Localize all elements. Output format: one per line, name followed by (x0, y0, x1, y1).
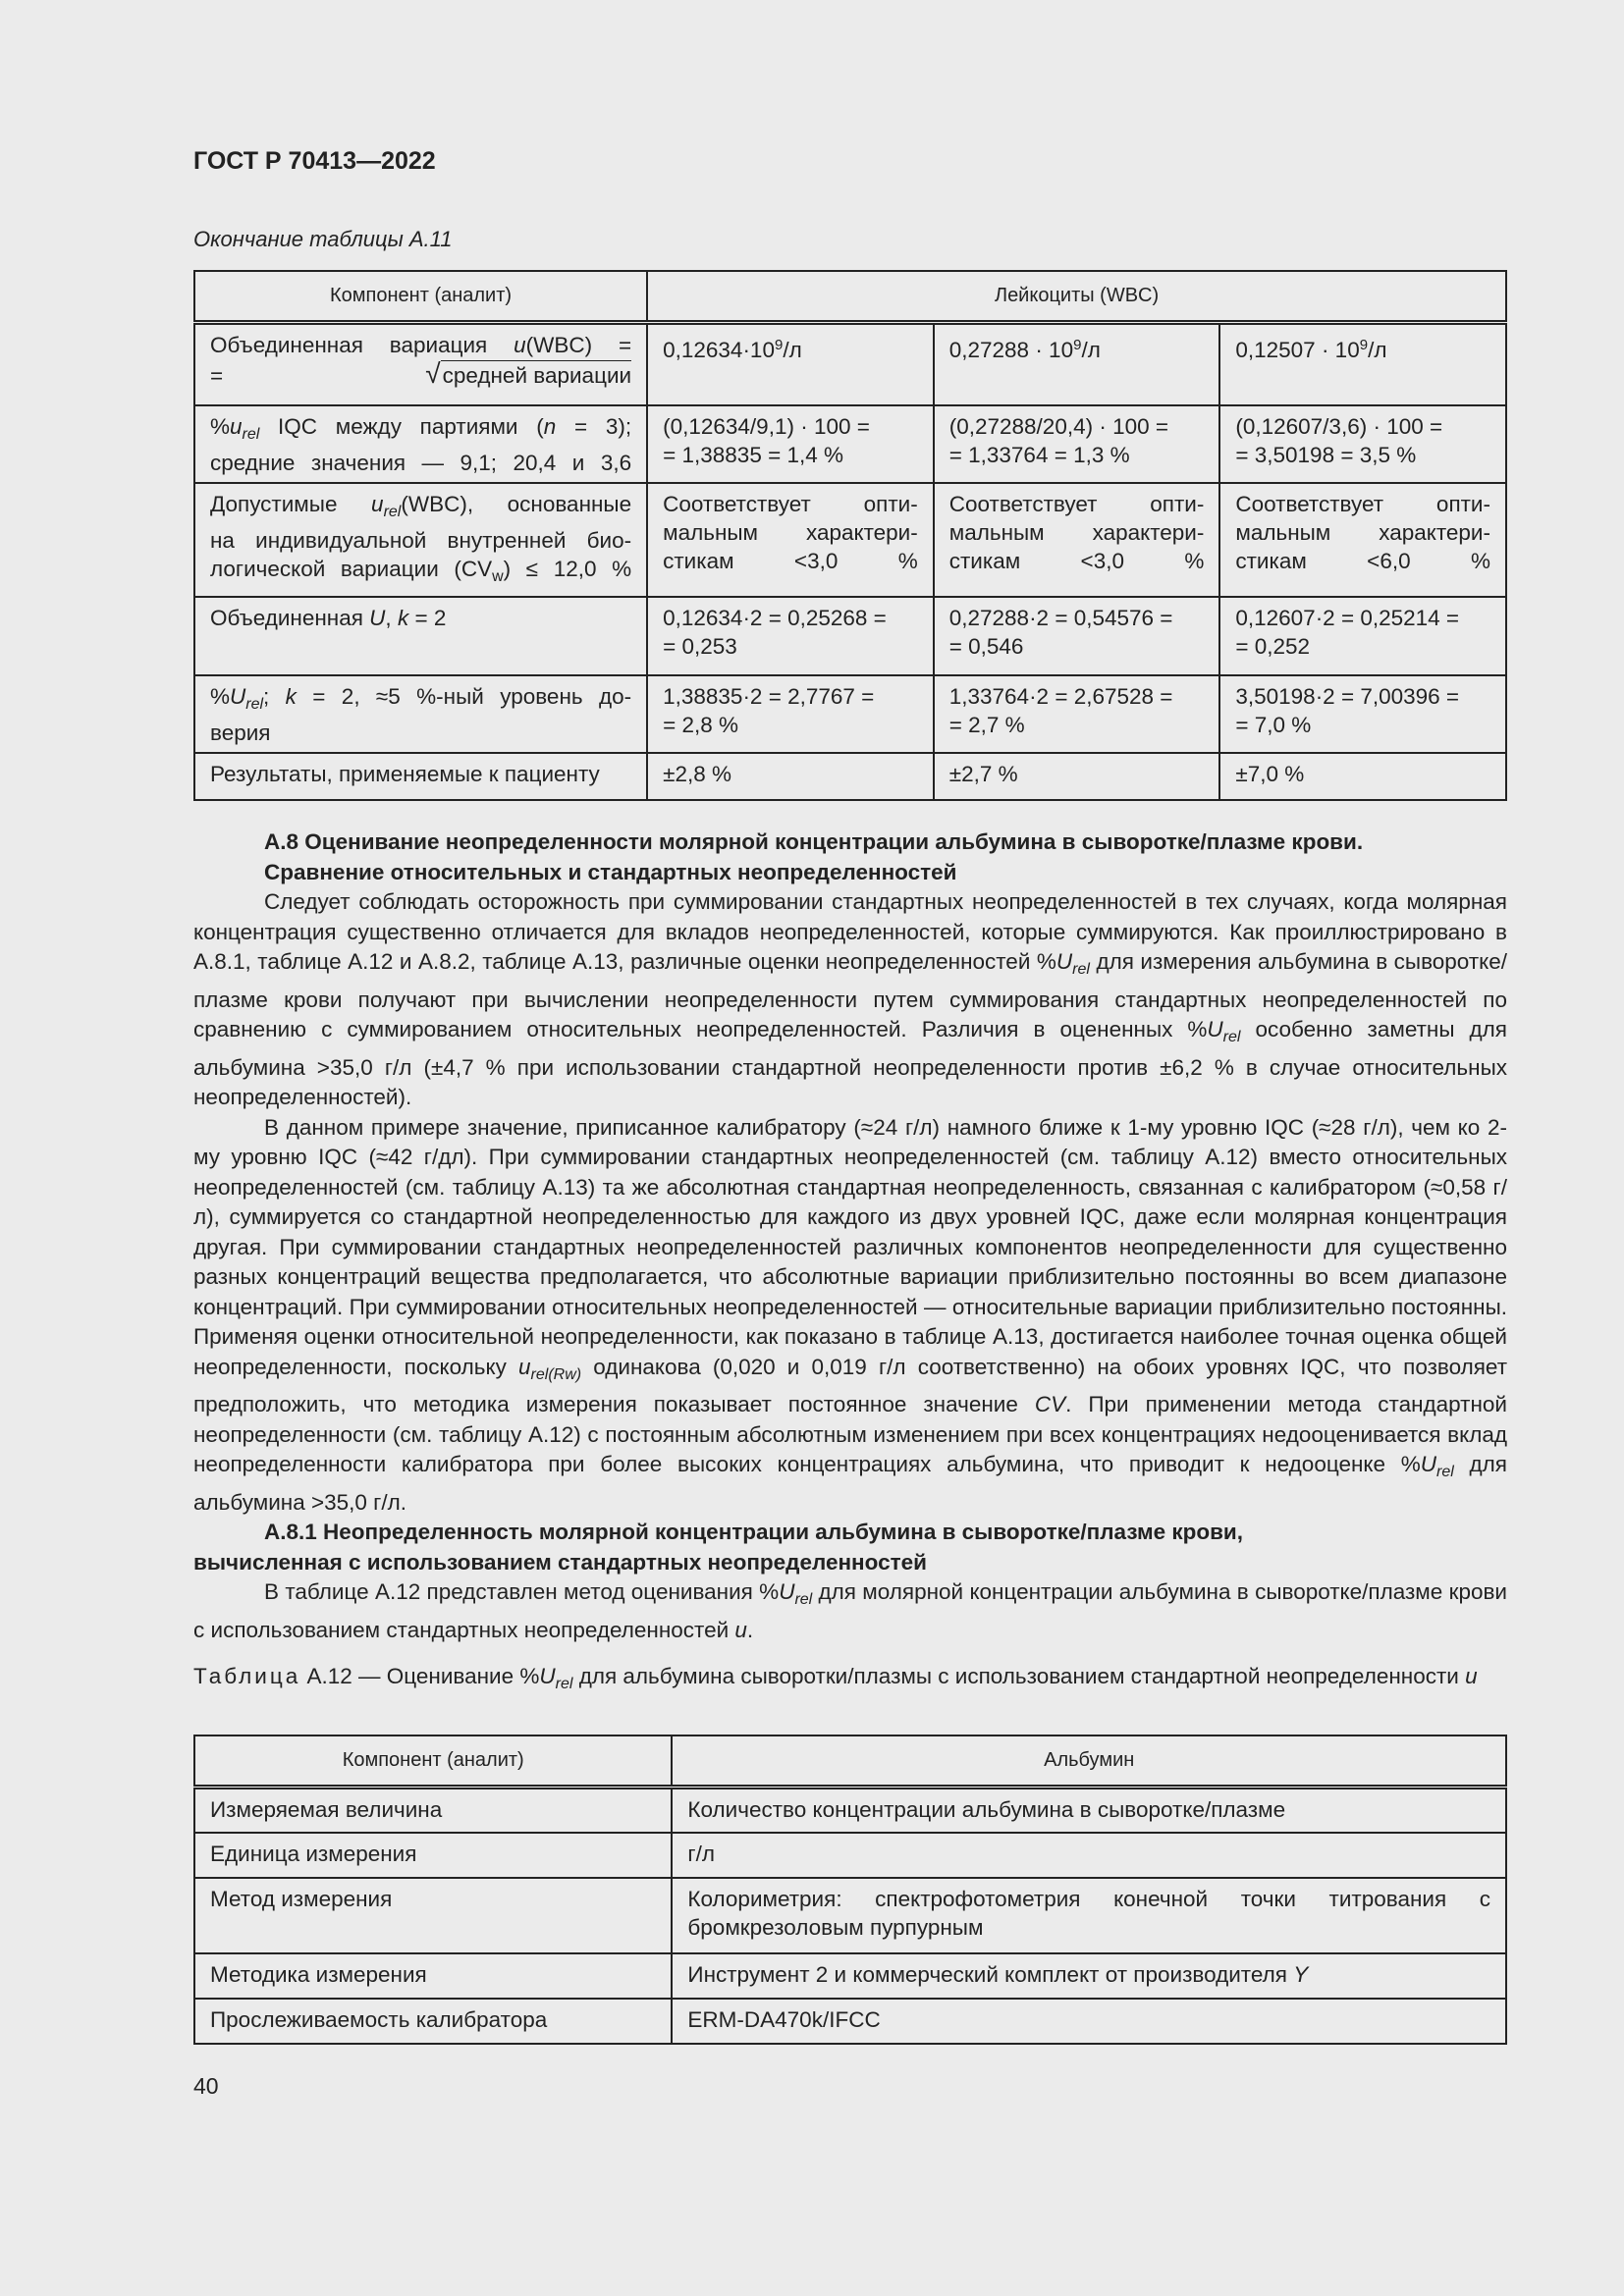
table-a11-caption: Окончание таблицы А.11 (193, 227, 453, 251)
table-cell: Количество концентрации альбумина в сыворотке/плазме (672, 1788, 1506, 1833)
table-cell: Инструмент 2 и коммерческий комплект от производителя Y (672, 1953, 1506, 1999)
table-cell: ERM-DA470k/IFCC (672, 1999, 1506, 2044)
table-row (194, 483, 1506, 597)
table-cell: Методика измерения (194, 1953, 672, 1999)
table-cell: г/л (672, 1833, 1506, 1878)
table-cell: $0,12634\cdot 10^9/л$ (647, 323, 934, 405)
table-a12-caption: Таблица А.12 — Оценивание $\%U_{rel}$ для альбумина сыворотки/плазмы с использованием стандартной неопределенности u (193, 1664, 1478, 1692)
table-cell: ±7,0 % (1219, 753, 1506, 800)
section-a8 (193, 828, 1507, 1645)
table-cell: $0,27288 \cdot 10^9/л$ (934, 323, 1220, 405)
row-label-urel-k2: $\%U_{rel}$; k = 2, ≈5 %-ный уровень до- верия (194, 675, 647, 753)
table-cell: (0,12607/3,6) · 100 = = 3,50198 = 3,5 % (1219, 405, 1506, 483)
document-header: ГОСТ Р 70413—2022 (193, 147, 436, 175)
table-cell: Колориметрия: спектрофотометрия конечной точки титрования с бромкрезоловым пурпурным (672, 1878, 1506, 1953)
section-heading: вычисленная с использованием стандартных неопределенностей (193, 1549, 927, 1575)
table-cell: 0,27288·2 = 0,54576 = = 0,546 (934, 597, 1220, 675)
table-row (194, 597, 1506, 675)
table-cell: Соответствует опти- мальным характери- стикам <3,0 % (647, 483, 934, 597)
table-header-component: Компонент (аналит) (194, 271, 647, 323)
section-heading: А.8.1 Неопределенность молярной концентрации альбумина в сыворотке/плазме крови, (264, 1520, 1244, 1544)
table-header-wbc: Лейкоциты (WBC) (647, 271, 1506, 323)
paragraph: В данном примере значение, приписанное калибратору (≈24 г/л) намного ближе к 1-му уровню IQC (≈28 г/л), чем ко 2-му уровню IQC (≈42 г/дл). При суммировании стандартных неопределенностей (см. таблицу А.12) вместо относительных неопределенностей (см. таблицу А.13) та же абсолютная стандартная неопределенность, связанная с калибратором (≈0,58 г/л), суммируется со стандартной неопределенностью для каждого из двух уровней IQC, даже если молярная концентрация другая. При суммировании стандартных неопределенностей различных компонентов неопределенности для существенно разных концентраций вещества предполагается, что абсолютные вариации приблизительно постоянны во всем диапазоне концентраций. При суммировании относительных неопределенностей — относительные вариации приблизительно постоянны. Применяя оценки относительной неопределенности, как показано в таблице А.13, достигается наиболее точная оценка общей неопределенности, поскольку $u_{rel(Rw)}$ одинакова (0,020 и 0,019 г/л соответственно) на обоих уровнях IQC, что позволяет предположить, что методика измерения показывает постоянное значение CV. При применении метода стандартной неопределенности (см. таблицу А.12) с постоянным абсолютным изменением при всех концентрациях недооценивается вклад неопределенности калибратора при более высоких концентрациях альбумина, что приводит к недооценке $\%U_{rel}$ для альбумина >35,0 г/л. (193, 1114, 1507, 1515)
paragraph: Следует соблюдать осторожность при суммировании стандартных неопределенностей в тех случаях, когда молярная концентрация существенно отличается для вкладов неопределенностей, которые суммируются. Как проиллюстрировано в А.8.1, таблице А.12 и А.8.2, таблице А.13, различные оценки неопределенностей $\%U_{rel}$ для измерения альбумина в сыворотке/плазме крови получают при вычислении неопределенности путем суммирования стандартных неопределенностей по сравнению с суммированием относительных неопределенностей. Различия в оцененных $\%U_{rel}$ особенно заметны для альбумина >35,0 г/л (±4,7 % при использовании стандартной неопределенности против ±6,2 % в случае относительных неопределенностей). (193, 889, 1507, 1109)
paragraph: В таблице А.12 представлен метод оценивания $\%U_{rel}$ для молярной концентрации альбумина в сыворотке/плазме крови с использованием стандартных неопределенностей u. (193, 1579, 1507, 1642)
table-cell: 0,12607·2 = 0,25214 = = 0,252 (1219, 597, 1506, 675)
table-cell: Соответствует опти- мальным характери- стикам <6,0 % (1219, 483, 1506, 597)
table-cell: Измеряемая величина (194, 1788, 672, 1833)
table-row (194, 1788, 1506, 1833)
page-number: 40 (193, 2073, 219, 2099)
table-cell: Единица измерения (194, 1833, 672, 1878)
table-row (194, 753, 1506, 800)
table-cell: 1,33764·2 = 2,67528 = = 2,7 % (934, 675, 1220, 753)
table-row (194, 1833, 1506, 1878)
section-heading: Сравнение относительных и стандартных неопределенностей (264, 859, 957, 884)
table-cell: Метод измерения (194, 1878, 672, 1953)
table-cell: 0,12634·2 = 0,25268 = = 0,253 (647, 597, 934, 675)
table-row (194, 1878, 1506, 1953)
table-cell: ±2,7 % (934, 753, 1220, 800)
row-label-allowable-urel: Допустимые $u_{rel}(WBC)$, основанные на индивидуальной внутренней био- логической вариации $(CV_w) \le 12,0$ % (194, 483, 647, 597)
table-cell: (0,27288/20,4) · 100 = = 1,33764 = 1,3 % (934, 405, 1220, 483)
table-row (194, 405, 1506, 483)
section-heading: А.8 Оценивание неопределенности молярной концентрации альбумина в сыворотке/плазме крови. (264, 829, 1364, 854)
row-label-urel-iqc: $\%u_{rel}$ IQC между партиями (n = 3); средние значения — 9,1; 20,4 и 3,6 (194, 405, 647, 483)
table-header-albumin: Альбумин (672, 1735, 1506, 1788)
table-header-component: Компонент (аналит) (194, 1735, 672, 1788)
table-cell: 1,38835·2 = 2,7767 = = 2,8 % (647, 675, 934, 753)
table-row (194, 323, 1506, 405)
row-label-pooled-u: Объединенная U, k = 2 (194, 597, 647, 675)
table-a11 (193, 270, 1507, 801)
row-label-pooled-variation: Объединенная вариация u(WBC) = = √средней вариации (194, 323, 647, 405)
table-cell: Прослеживаемость калибратора (194, 1999, 672, 2044)
table-row (194, 1953, 1506, 1999)
table-row (194, 1999, 1506, 2044)
table-cell: ±2,8 % (647, 753, 934, 800)
table-row (194, 675, 1506, 753)
table-cell: 3,50198·2 = 7,00396 = = 7,0 % (1219, 675, 1506, 753)
table-cell: (0,12634/9,1) · 100 = = 1,38835 = 1,4 % (647, 405, 934, 483)
table-a12 (193, 1735, 1507, 2045)
row-label-patient-results: Результаты, применяемые к пациенту (194, 753, 647, 800)
table-cell: $0,12507 \cdot 10^9/л$ (1219, 323, 1506, 405)
table-cell: Соответствует опти- мальным характери- стикам <3,0 % (934, 483, 1220, 597)
